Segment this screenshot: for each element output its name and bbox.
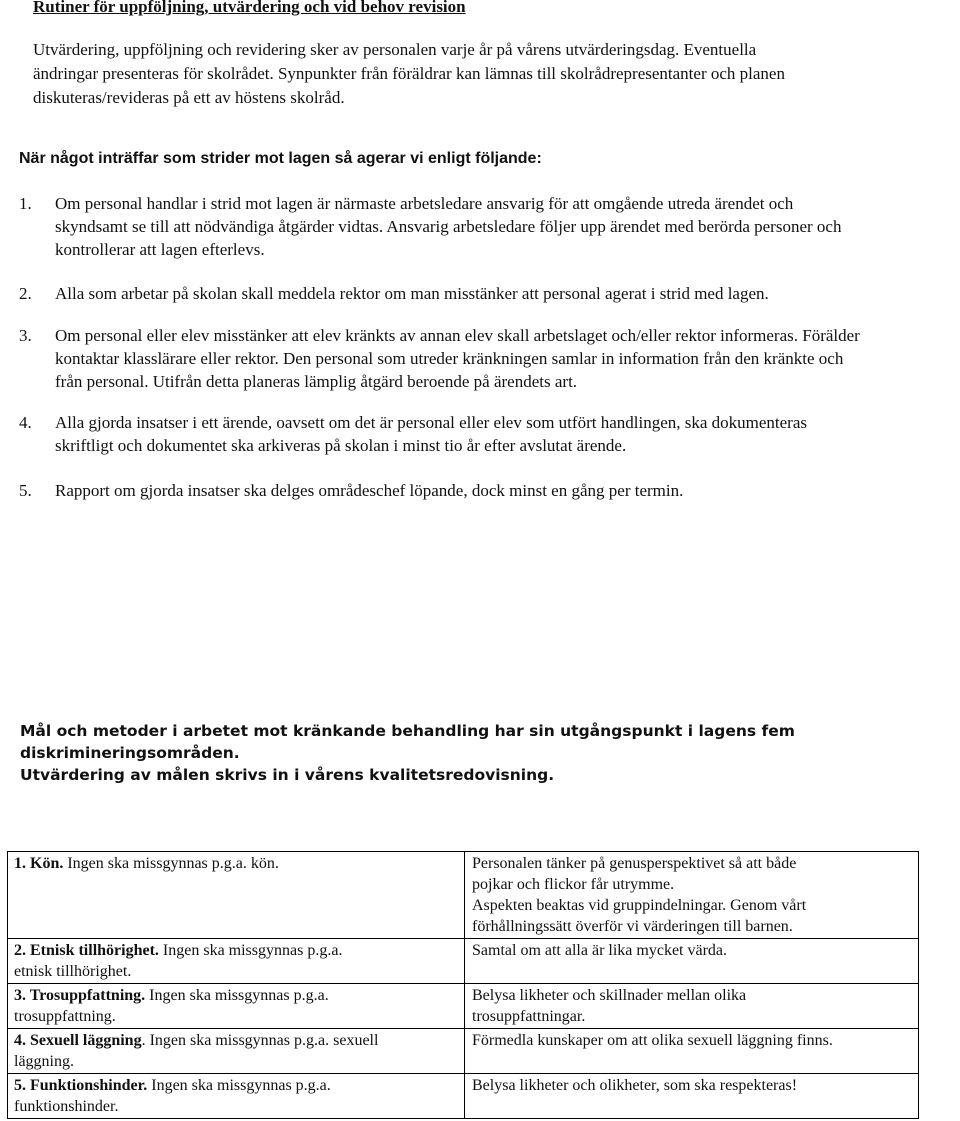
method-line: Belysa likheter och skillnader mellan olika (472, 987, 747, 1004)
method-line: Förmedla kunskaper om att olika sexuell läggning finns. (472, 1032, 833, 1049)
item-number: 1. (19, 194, 32, 213)
method-cell (465, 1074, 919, 1119)
table-row (8, 984, 919, 1029)
goals-line: diskrimineringsområden. (20, 744, 240, 762)
item-number: 4. (19, 413, 32, 432)
area-text: . Ingen ska missgynnas p.g.a. sexuell (141, 1032, 379, 1049)
method-line: Aspekten beaktas vid gruppindelningar. Genom vårt (472, 897, 807, 914)
area-title: 5. Funktionshinder. (14, 1077, 148, 1094)
goals-line: Mål och metoder i arbetet mot kränkande behandling har sin utgångspunkt i lagens fem (20, 722, 795, 740)
area-text: Ingen ska missgynnas p.g.a. (147, 1077, 331, 1094)
area-title: 3. Trosuppfattning. (14, 987, 146, 1004)
goals-line: Utvärdering av målen skrivs in i vårens kvalitetsredovisning. (20, 766, 555, 784)
item-line: skriftligt och dokumentet ska arkiveras på skolan i minst tio år efter avslutat ärende. (55, 436, 627, 455)
table-row (8, 1074, 919, 1119)
table-row (8, 852, 919, 939)
item-line: från personal. Utifrån detta planeras lämplig åtgärd beroende på ärendets art. (55, 372, 578, 391)
intro-paragraph (33, 38, 933, 110)
area-text: Ingen ska missgynnas p.g.a. (158, 942, 343, 959)
intro-line: Utvärdering, uppföljning och revidering sker av personalen varje år på vårens utvärderingsdag. Eventuella (33, 40, 757, 59)
item-number: 3. (19, 326, 32, 345)
list-item (19, 282, 949, 305)
method-line: trosuppfattningar. (472, 1008, 586, 1025)
section-heading: Rutiner för uppföljning, utvärdering och vid behov revision (33, 0, 466, 16)
area-text: Ingen ska missgynnas p.g.a. kön. (63, 855, 279, 872)
list-item (19, 192, 949, 261)
method-line: Personalen tänker på genusperspektivet så att både (472, 855, 797, 872)
method-cell (465, 939, 919, 984)
table-row (8, 1029, 919, 1074)
goals-statement (20, 720, 795, 786)
method-line: pojkar och flickor får utrymme. (472, 876, 675, 893)
method-cell (465, 852, 919, 939)
area-text: trosuppfattning. (14, 1008, 116, 1025)
area-title: 4. Sexuell läggning (14, 1032, 142, 1049)
discrimination-areas-table (7, 851, 919, 1119)
item-line: skyndsamt se till att nödvändiga åtgärder vidtas. Ansvarig arbetsledare följer upp ärendet med berörda personer och (55, 217, 842, 236)
area-text: Ingen ska missgynnas p.g.a. (145, 987, 329, 1004)
area-title: 2. Etnisk tillhörighet. (14, 942, 159, 959)
area-text: funktionshinder. (14, 1098, 119, 1115)
method-line: Belysa likheter och olikheter, som ska respekteras! (472, 1077, 798, 1094)
list-item (19, 479, 949, 502)
procedure-subheading: När något inträffar som strider mot lagen så agerar vi enligt följande: (19, 150, 542, 167)
intro-line: ändringar presenteras för skolrådet. Synpunkter från föräldrar kan lämnas till skolrådrepresentanter och planen (33, 64, 785, 83)
item-line: Om personal handlar i strid mot lagen är närmaste arbetsledare ansvarig för att omgående utreda ärendet och (55, 194, 794, 213)
item-number: 2. (19, 284, 32, 303)
area-text: etnisk tillhörighet. (14, 963, 132, 980)
list-item (19, 411, 949, 457)
item-line: kontaktar klasslärare eller rektor. Den personal som utreder kränkningen samlar in information från den kränkte och (55, 349, 844, 368)
method-line: förhållningssätt överför vi värderingen till barnen. (472, 918, 793, 935)
area-cell (8, 1029, 465, 1074)
method-cell (465, 1029, 919, 1074)
item-line: Alla gjorda insatser i ett ärende, oavsett om det är personal eller elev som utfört handlingen, ska dokumenteras (55, 413, 808, 432)
area-title: 1. Kön. (14, 855, 64, 872)
area-cell (8, 939, 465, 984)
area-cell (8, 1074, 465, 1119)
item-line: Om personal eller elev misstänker att elev kränkts av annan elev skall arbetslaget och/eller rektor informeras. Förälder (55, 326, 860, 345)
item-line: Alla som arbetar på skolan skall meddela rektor om man misstänker att personal agerat i strid med lagen. (55, 284, 769, 303)
item-line: kontrollerar att lagen efterlevs. (55, 240, 265, 259)
area-text: läggning. (14, 1053, 74, 1070)
area-cell (8, 852, 465, 939)
list-item (19, 324, 949, 393)
item-number: 5. (19, 481, 32, 500)
item-line: Rapport om gjorda insatser ska delges områdeschef löpande, dock minst en gång per termin. (55, 481, 684, 500)
area-cell (8, 984, 465, 1029)
method-cell (465, 984, 919, 1029)
method-line: Samtal om att alla är lika mycket värda. (472, 942, 728, 959)
table-row (8, 939, 919, 984)
intro-line: diskuteras/revideras på ett av höstens skolråd. (33, 88, 345, 107)
